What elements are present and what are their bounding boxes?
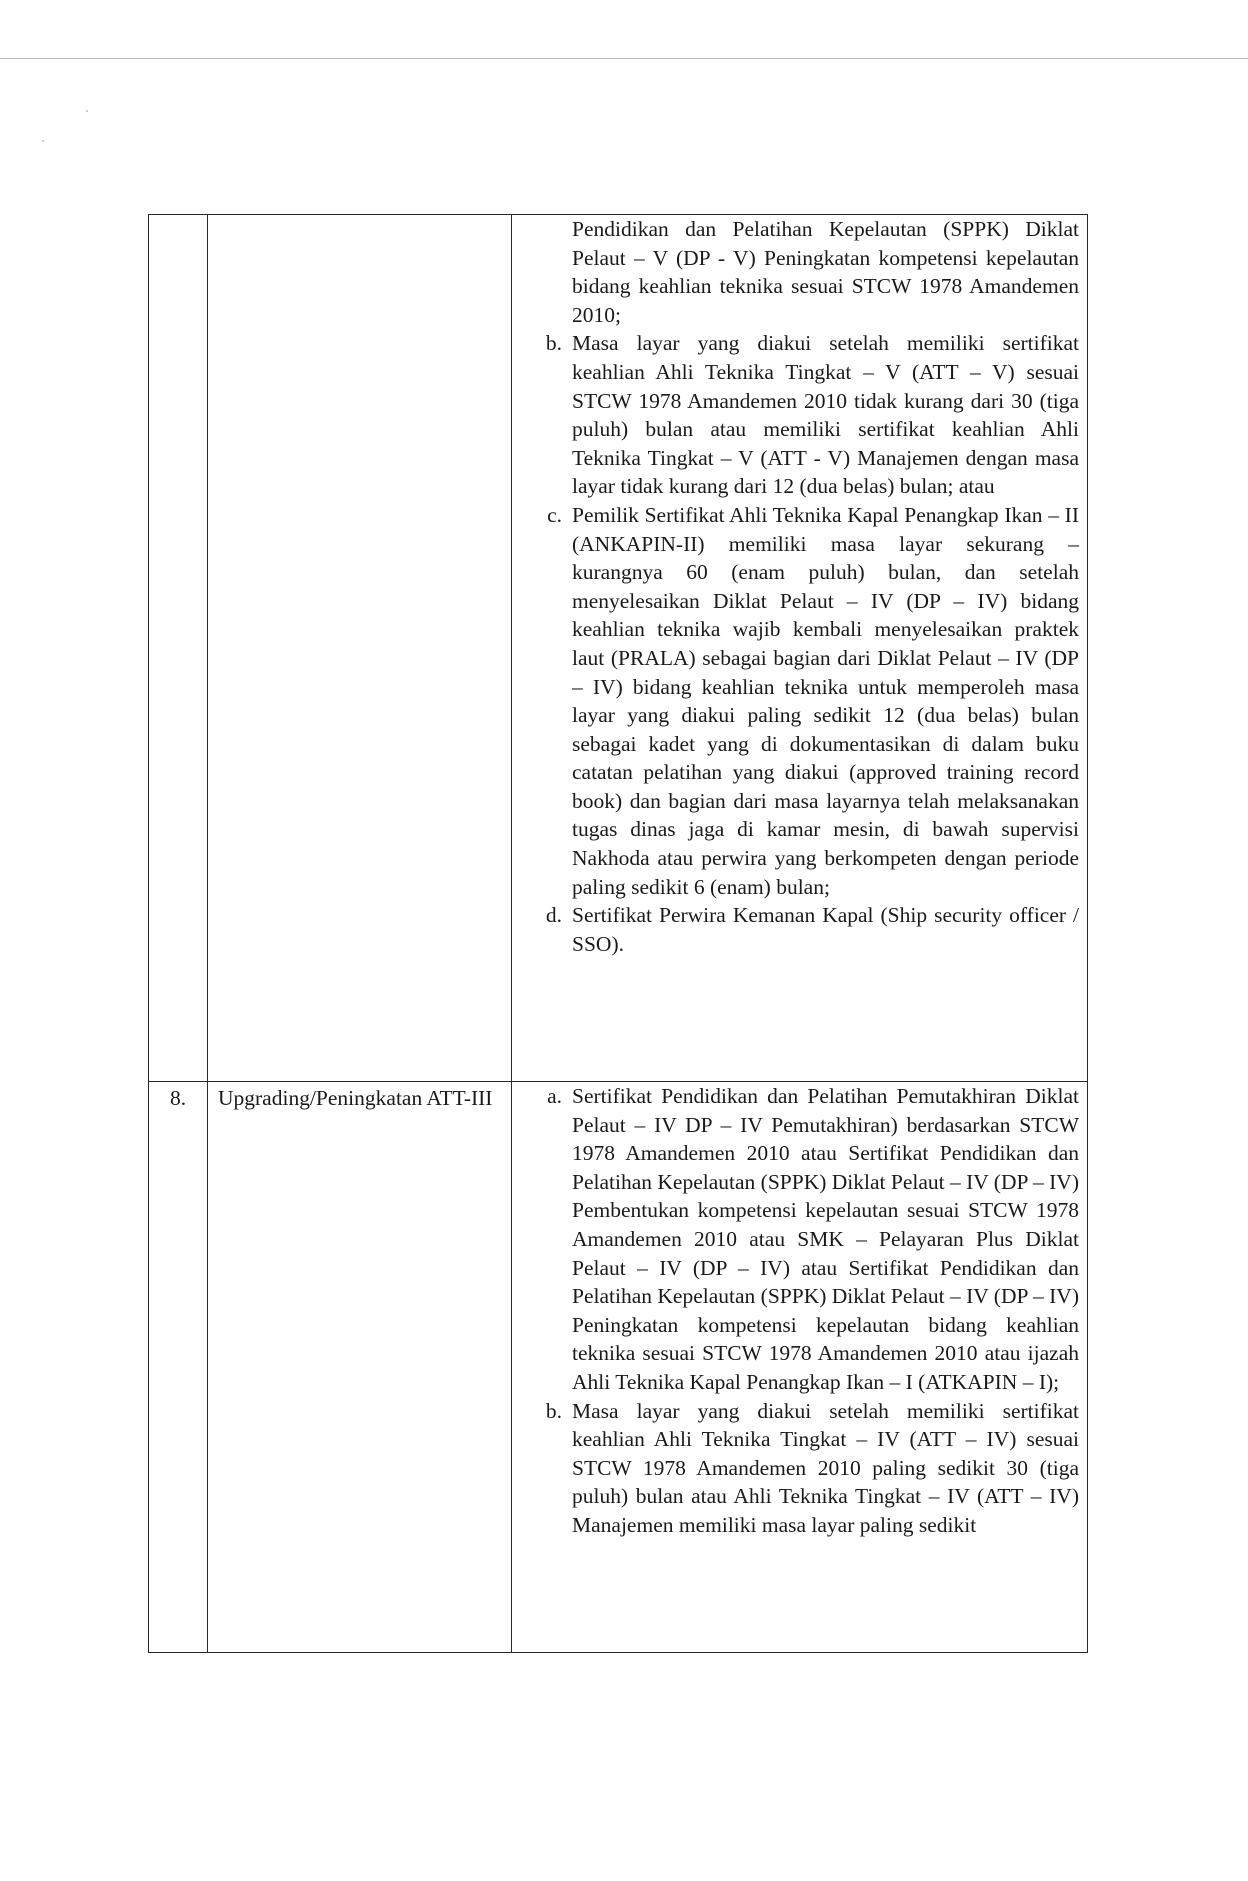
scan-speck xyxy=(42,140,44,142)
requirement-text: Sertifikat Pendidikan dan Pelatihan Pemutakhiran Diklat Pelaut – IV DP – IV Pemutakhiran) berdasarkan STCW 1978 Amandemen 2010 atau Sertifikat Pendidikan dan Pelatihan Kepelautan (SPPK) Diklat Pelaut – IV (DP – IV) Pembentukan kompetensi kepelautan sesuai STCW 1978 Amandemen 2010 atau SMK – Pelayaran Plus Diklat Pelaut – IV (DP – IV) atau Sertifikat Pendidikan dan Pelatihan Kepelautan (SPPK) Diklat Pelaut – IV (DP – IV) Peningkatan kompetensi kepelautan bidang keahlian teknika sesuai STCW 1978 Amandemen 2010 atau ijazah Ahli Teknika Kapal Penangkap Ikan – I (ATKAPIN – I); xyxy=(572,1084,1079,1394)
row-number: 8. xyxy=(169,1086,187,1110)
requirement-text: Masa layar yang diakui setelah memiliki sertifikat keahlian Ahli Teknika Tingkat – V (ATT – V) sesuai STCW 1978 Amandemen 2010 tidak kurang dari 30 (tiga puluh) bulan atau memiliki sertifikat keahlian Ahli Teknika Tingkat – V (ATT - V) Manajemen dengan masa layar tidak kurang dari 12 (dua belas) bulan; atau xyxy=(572,331,1079,499)
row-name-cell xyxy=(208,1082,512,1653)
requirement-item xyxy=(512,901,1087,958)
row-name-cell xyxy=(208,215,512,1082)
requirement-item xyxy=(512,1397,1087,1540)
requirements-cell xyxy=(512,1082,1088,1653)
row-number-cell xyxy=(149,215,208,1082)
requirement-text: Pendidikan dan Pelatihan Kepelautan (SPPK) Diklat Pelaut – V (DP - V) Peningkatan kompetensi kepelautan bidang keahlian teknika sesuai STCW 1978 Amandemen 2010; xyxy=(572,217,1079,327)
requirement-continuation xyxy=(512,215,1087,329)
requirement-letter: a. xyxy=(547,1084,562,1108)
table-row-8 xyxy=(149,1082,1088,1653)
row-number-cell xyxy=(149,1082,208,1653)
requirements-table xyxy=(148,214,1088,1653)
requirements-list xyxy=(512,1082,1087,1650)
requirements-list xyxy=(512,215,1087,958)
scan-top-rule xyxy=(0,58,1248,59)
requirement-letter: b. xyxy=(545,1398,562,1423)
requirement-letter: d. xyxy=(545,903,562,928)
table-row-continuation xyxy=(149,215,1088,1082)
requirement-item xyxy=(512,329,1087,501)
requirement-text: Masa layar yang diakui setelah memiliki sertifikat keahlian Ahli Teknika Tingkat – IV (ATT – IV) sesuai STCW 1978 Amandemen 2010 paling sedikit 30 (tiga puluh) bulan atau Ahli Teknika Tingkat – IV (ATT – IV) Manajemen memiliki masa layar paling sedikit xyxy=(572,1398,1079,1537)
requirement-letter: c. xyxy=(547,502,562,527)
requirement-item xyxy=(512,1082,1087,1397)
row-name: Upgrading/Peningkatan ATT-III xyxy=(218,1086,493,1110)
requirement-letter: b. xyxy=(545,331,562,356)
requirement-text: Pemilik Sertifikat Ahli Teknika Kapal Penangkap Ikan – II (ANKAPIN-II) memiliki masa layar sekurang – kurangnya 60 (enam puluh) bulan, dan setelah menyelesaikan Diklat Pelaut – IV (DP – IV) bidang keahlian teknika wajib kembali menyelesaikan praktek laut (PRALA) sebagai bagian dari Diklat Pelaut – IV (DP – IV) bidang keahlian teknika untuk memperoleh masa layar yang diakui paling sedikit 12 (dua belas) bulan sebagai kadet yang di dokumentasikan di dalam buku catatan pelatihan yang diakui (approved training record book) dan bagian dari masa layarnya telah melaksanakan tugas dinas jaga di kamar mesin, di bawah supervisi Nakhoda atau perwira yang berkompeten dengan periode paling sedikit 6 (enam) bulan; xyxy=(572,502,1079,899)
requirement-item xyxy=(512,501,1087,901)
requirements-cell xyxy=(512,215,1088,1082)
scan-speck xyxy=(86,110,88,112)
requirement-text: Sertifikat Perwira Kemanan Kapal (Ship security officer / SSO). xyxy=(572,903,1079,956)
